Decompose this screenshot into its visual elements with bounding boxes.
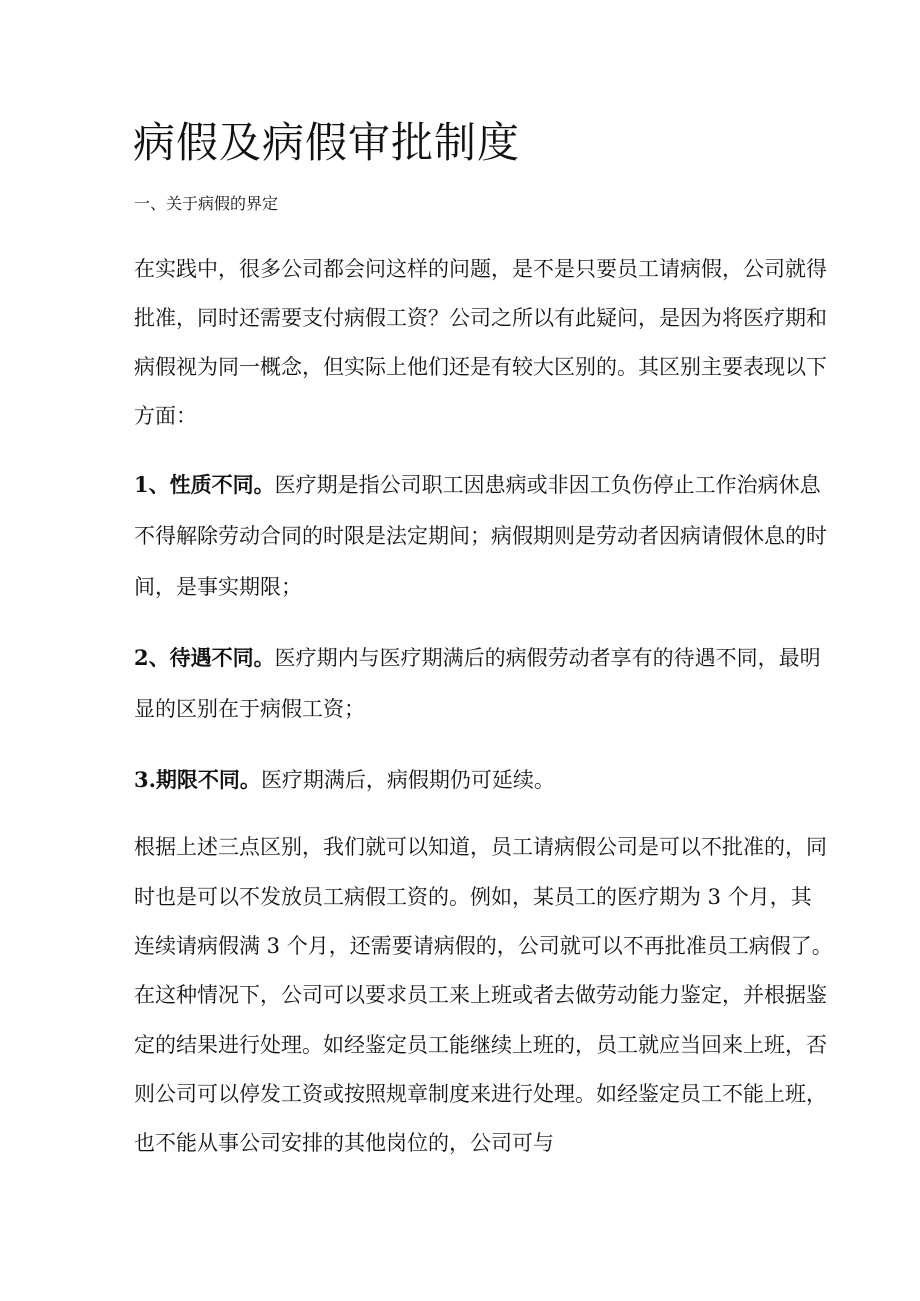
conclusion-line: 在这种情况下，公司可以要求员工来上班或者去做劳动能力鉴定，并根据鉴 xyxy=(134,983,827,1007)
point-3-line xyxy=(134,765,555,795)
conclusion-line: 根据上述三点区别，我们就可以知道，员工请病假公司是可以不批准的，同 xyxy=(134,835,827,859)
point-2-line: 显的区别在于病假工资； xyxy=(134,697,365,721)
point-1-text: 医疗期是指公司职工因患病或非因工负伤停止工作治病休息 xyxy=(274,473,821,497)
point-2-line xyxy=(134,643,821,673)
intro-line: 方面： xyxy=(134,404,197,428)
conclusion-line: 定的结果进行处理。如经鉴定员工能继续上班的，员工就应当回来上班，否 xyxy=(134,1033,827,1057)
conclusion-line: 也不能从事公司安排的其他岗位的，公司可与 xyxy=(134,1131,554,1155)
point-2-lead: 2、待遇不同。 xyxy=(134,645,275,670)
point-1-lead: 1、性质不同。 xyxy=(134,472,275,497)
point-3-lead: 3.期限不同。 xyxy=(134,767,261,792)
intro-line: 批准，同时还需要支付病假工资？公司之所以有此疑问，是因为将医疗期和 xyxy=(134,306,827,330)
point-1-line xyxy=(134,470,821,500)
intro-line: 在实践中，很多公司都会问这样的问题，是不是只要员工请病假，公司就得 xyxy=(134,257,827,281)
conclusion-line: 则公司可以停发工资或按照规章制度来进行处理。如经鉴定员工不能上班， xyxy=(134,1082,827,1106)
conclusion-line: 时也是可以不发放员工病假工资的。例如，某员工的医疗期为 3 个月，其 xyxy=(134,885,812,909)
intro-line: 病假视为同一概念，但实际上他们还是有较大区别的。其区别主要表现以下 xyxy=(134,355,827,379)
point-1-line: 间，是事实期限； xyxy=(134,575,302,599)
document-title: 病假及病假审批制度 xyxy=(133,118,521,167)
point-3-text: 医疗期满后，病假期仍可延续。 xyxy=(260,768,555,792)
point-2-text: 医疗期内与医疗期满后的病假劳动者享有的待遇不同，最明 xyxy=(274,646,821,670)
section-heading: 一、关于病假的界定 xyxy=(134,194,279,213)
point-1-line: 不得解除劳动合同的时限是法定期间；病假期则是劳动者因病请假休息的时 xyxy=(134,524,827,548)
conclusion-line: 连续请病假满 3 个月，还需要请病假的，公司就可以不再批准员工病假了。 xyxy=(134,934,833,958)
